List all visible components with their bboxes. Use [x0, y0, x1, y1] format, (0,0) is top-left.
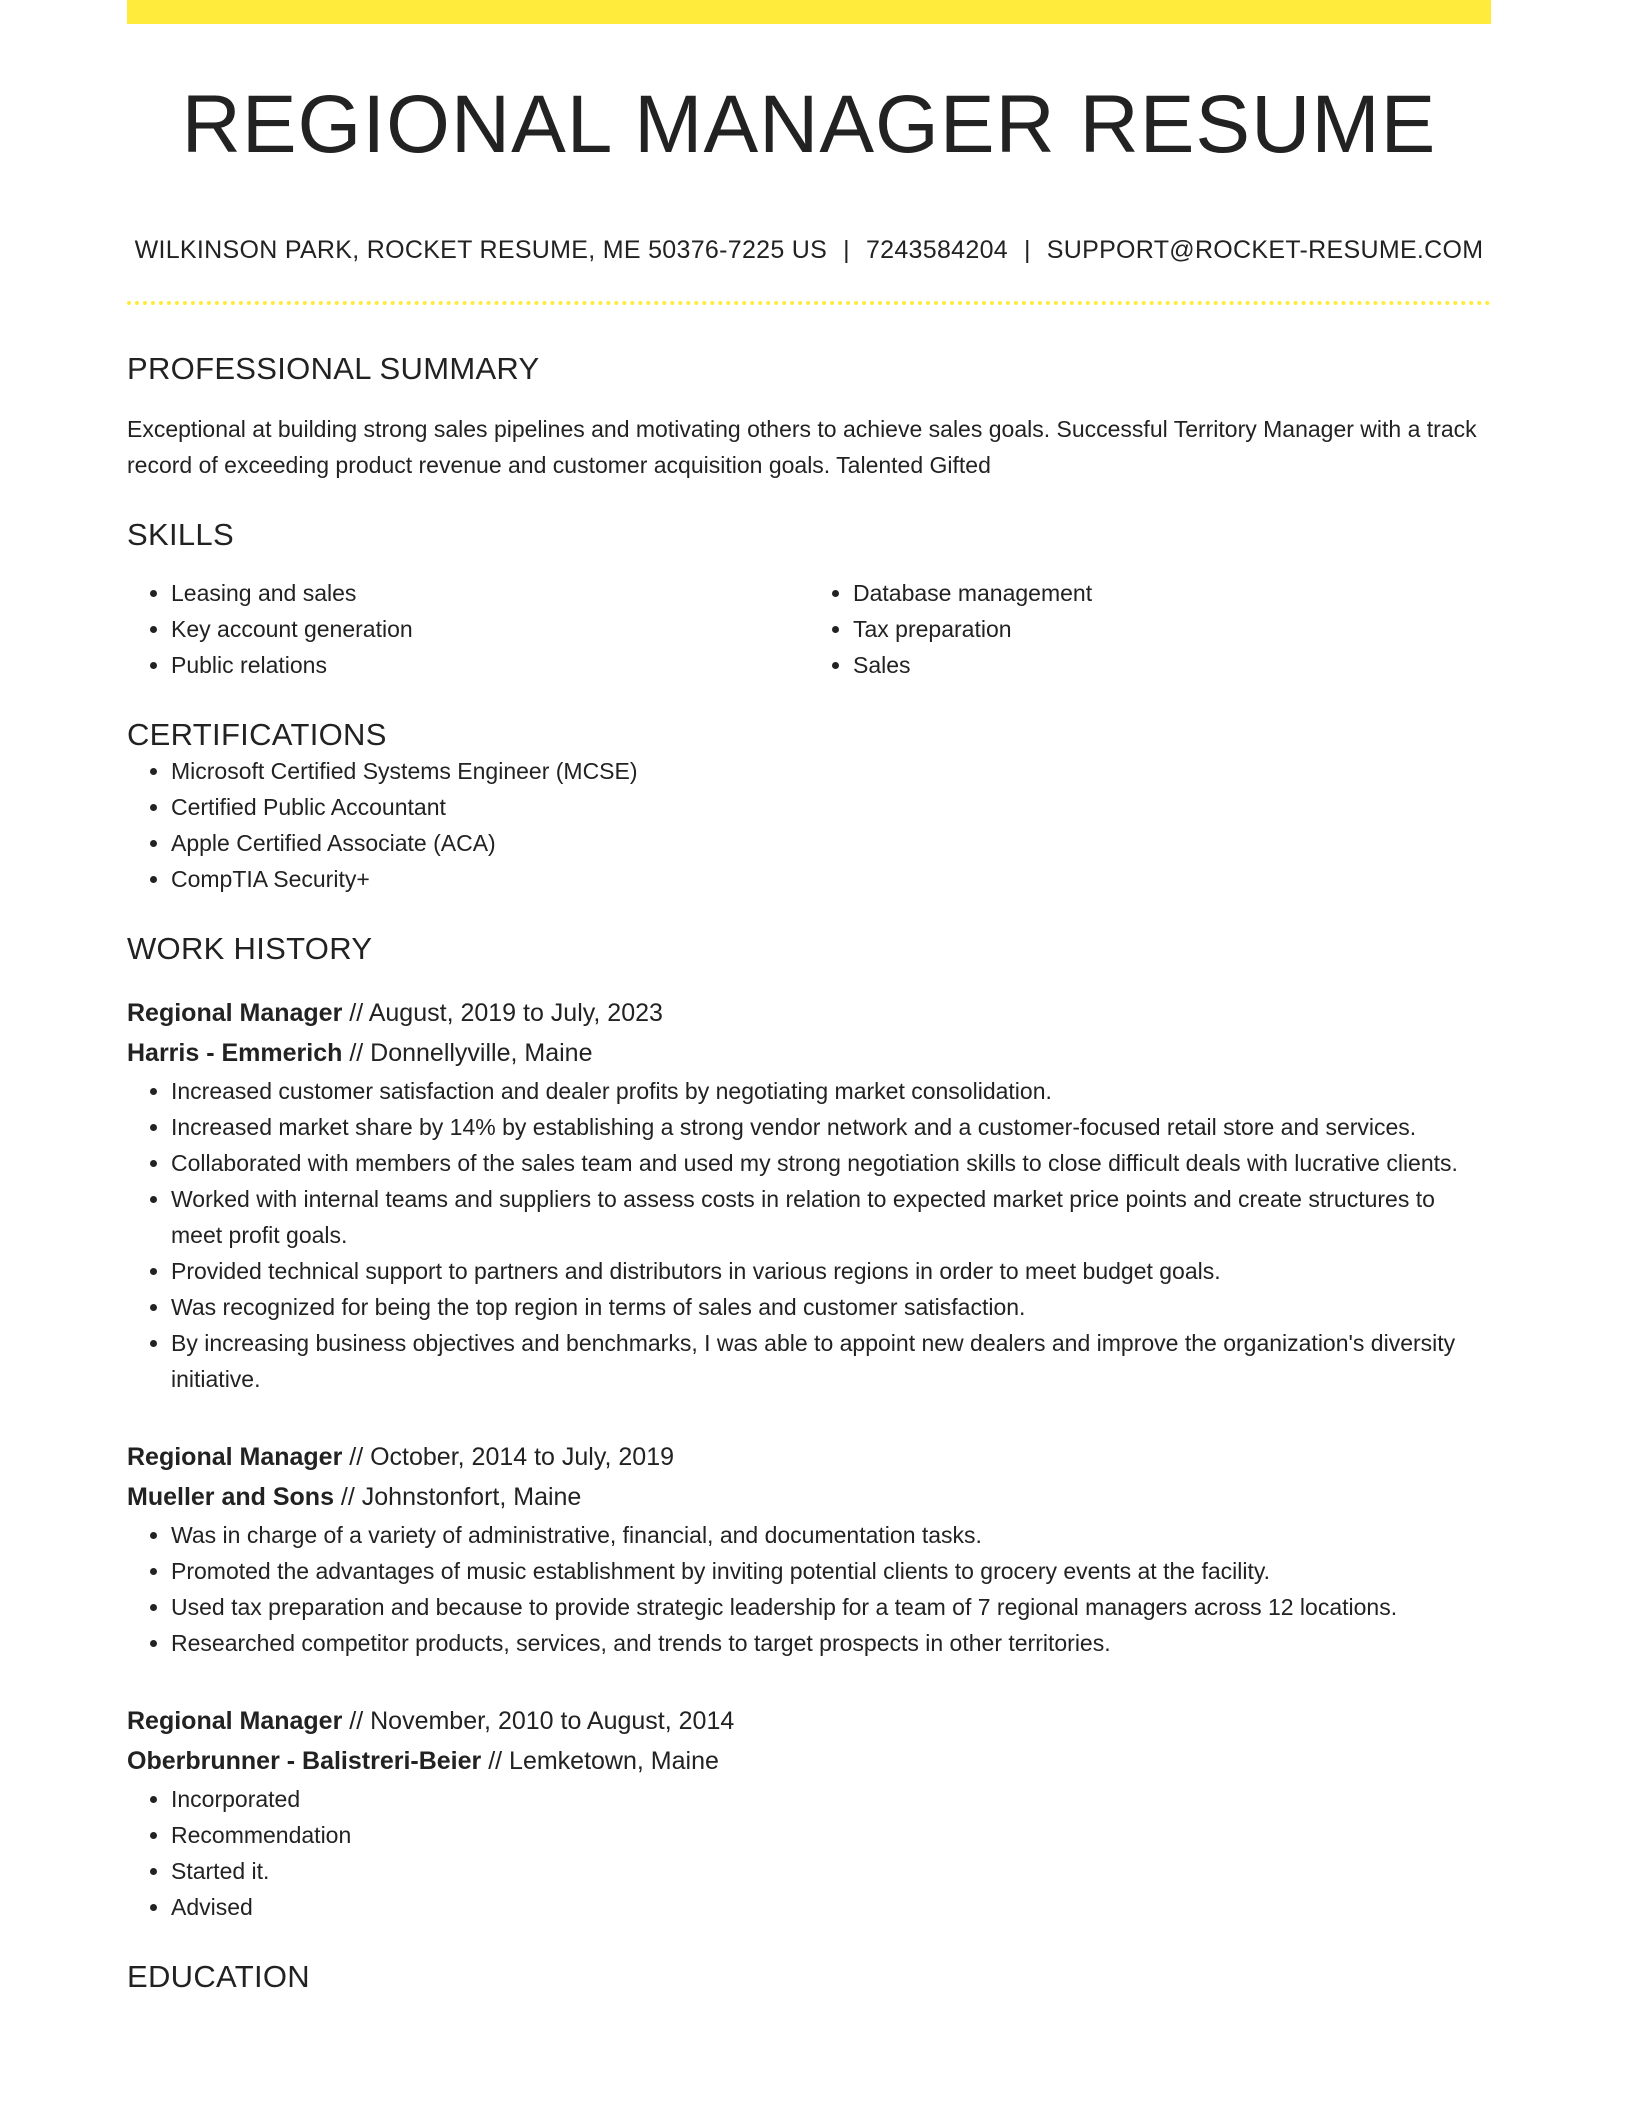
skills-list-right: [809, 575, 1491, 683]
education-heading: EDUCATION: [127, 1959, 310, 1994]
certifications-list: [127, 753, 1491, 897]
job-role-line: [127, 1701, 1491, 1741]
skill-item: • Public relations: [171, 647, 809, 683]
job-bullet: • Worked with internal teams and suppliers to assess costs in relation to expected market price points and create structures to meet profit goals.: [171, 1181, 1491, 1253]
job-dates: // August, 2019 to July, 2023: [342, 999, 663, 1027]
skill-item: • Key account generation: [171, 611, 809, 647]
work-history-heading: WORK HISTORY: [127, 931, 373, 966]
summary-heading: PROFESSIONAL SUMMARY: [127, 351, 540, 386]
job-bullet: • Advised: [171, 1889, 1491, 1925]
certification-item: • Apple Certified Associate (ACA): [171, 825, 1491, 861]
job-entry: [127, 993, 1491, 1397]
skills-grid: [127, 575, 1491, 683]
job-bullet: • Was recognized for being the top region in terms of sales and customer satisfaction.: [171, 1289, 1491, 1325]
certifications-heading: CERTIFICATIONS: [127, 717, 387, 752]
skills-column-right: [809, 575, 1491, 683]
contact-phone: 7243584204: [865, 236, 1008, 264]
job-role-line: [127, 1437, 1491, 1477]
job-company: Oberbrunner - Balistreri-Beier: [127, 1747, 482, 1775]
job-bullet: • Increased customer satisfaction and dealer profits by negotiating market consolidation.: [171, 1073, 1491, 1109]
resume-title: REGIONAL MANAGER RESUME: [181, 79, 1437, 170]
job-company: Harris - Emmerich: [127, 1039, 343, 1067]
contact-line: [127, 236, 1491, 265]
contact-address: WILKINSON PARK, ROCKET RESUME, ME 50376-7225 US: [134, 236, 828, 264]
job-bullet: • Started it.: [171, 1853, 1491, 1889]
job-dates: // November, 2010 to August, 2014: [342, 1707, 735, 1735]
certification-item: • CompTIA Security+: [171, 861, 1491, 897]
job-location: // Donnellyville, Maine: [342, 1039, 593, 1067]
job-company-line: [127, 1741, 1491, 1781]
certification-item: • Microsoft Certified Systems Engineer (MCSE): [171, 753, 1491, 789]
job-bullets: [127, 1073, 1491, 1397]
summary-text: Exceptional at building strong sales pipelines and motivating others to achieve sales goals. Successful Territory Manager with a track record of exceeding product revenue and customer acquisition goals. Talented Gifted: [127, 416, 1477, 478]
job-location: // Johnstonfort, Maine: [333, 1483, 582, 1511]
skill-item: • Leasing and sales: [171, 575, 809, 611]
job-bullet: • Increased market share by 14% by establishing a strong vendor network and a customer-focused retail store and services.: [171, 1109, 1491, 1145]
skill-item: • Sales: [853, 647, 1491, 683]
job-bullet: • By increasing business objectives and benchmarks, I was able to appoint new dealers and improve the organization's diversity initiative.: [171, 1325, 1491, 1397]
skills-heading: SKILLS: [127, 517, 234, 552]
contact-separator: |: [1023, 236, 1031, 264]
job-bullet: • Researched competitor products, services, and trends to target prospects in other territories.: [171, 1625, 1491, 1661]
job-company-line: [127, 1033, 1491, 1073]
job-bullet: • Provided technical support to partners and distributors in various regions in order to meet budget goals.: [171, 1253, 1491, 1289]
job-bullet: • Promoted the advantages of music establishment by inviting potential clients to grocery events at the facility.: [171, 1553, 1491, 1589]
skills-column-left: [127, 575, 809, 683]
job-company-line: [127, 1477, 1491, 1517]
job-entry: [127, 1437, 1491, 1661]
job-role: Regional Manager: [127, 999, 343, 1027]
job-bullets: [127, 1517, 1491, 1661]
certification-item: • Certified Public Accountant: [171, 789, 1491, 825]
job-role-line: [127, 993, 1491, 1033]
dotted-divider: [127, 301, 1491, 305]
job-bullets: [127, 1781, 1491, 1925]
resume-page: [127, 0, 1491, 1995]
job-location: // Lemketown, Maine: [481, 1747, 719, 1775]
job-entry: [127, 1701, 1491, 1925]
job-company: Mueller and Sons: [127, 1483, 334, 1511]
job-bullet: • Incorporated: [171, 1781, 1491, 1817]
job-dates: // October, 2014 to July, 2019: [342, 1443, 675, 1471]
contact-email: SUPPORT@ROCKET-RESUME.COM: [1046, 236, 1484, 264]
skill-item: • Database management: [853, 575, 1491, 611]
skills-list-left: [127, 575, 809, 683]
job-bullet: • Was in charge of a variety of administrative, financial, and documentation tasks.: [171, 1517, 1491, 1553]
job-bullet: • Used tax preparation and because to provide strategic leadership for a team of 7 regional managers across 12 locations.: [171, 1589, 1491, 1625]
contact-separator: |: [843, 236, 850, 264]
top-accent-bar: [127, 0, 1491, 24]
job-bullet: • Collaborated with members of the sales team and used my strong negotiation skills to close difficult deals with lucrative clients.: [171, 1145, 1491, 1181]
skill-item: • Tax preparation: [853, 611, 1491, 647]
job-bullet: • Recommendation: [171, 1817, 1491, 1853]
job-role: Regional Manager: [127, 1443, 343, 1471]
job-role: Regional Manager: [127, 1707, 343, 1735]
